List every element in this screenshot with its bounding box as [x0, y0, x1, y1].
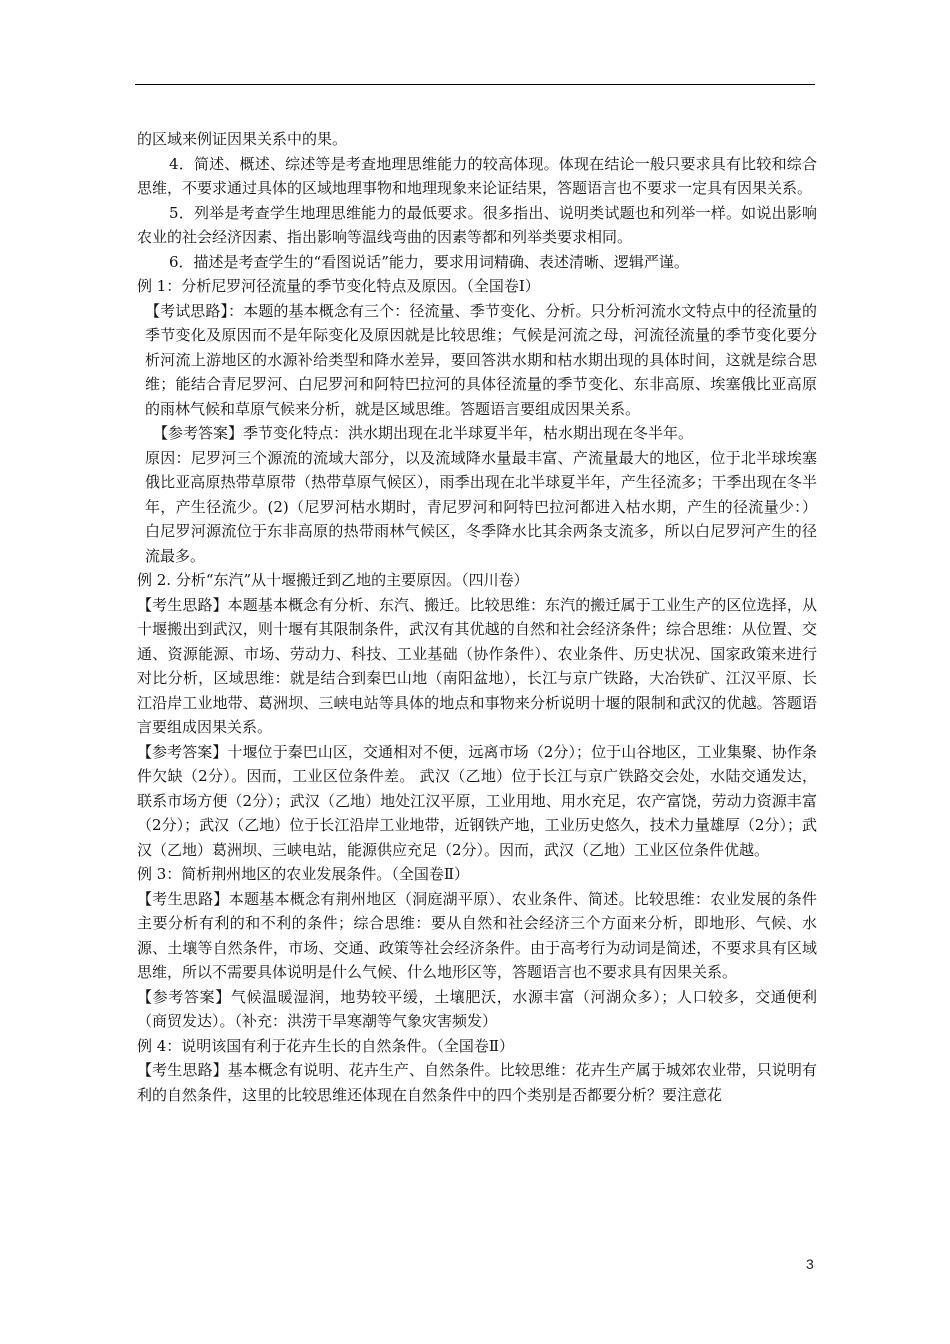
example-3-thinking: 【考生思路】本题基本概念有荆州地区（洞庭湖平原）、农业条件、简述。比较思维：农业发展的条件主要分析有利的和不利的条件；综合思维：要从自然和社会经济三个方面来分析，即地形、气候、水源、土壤等自然条件，市场、交通、政策等社会经济条件。由于高考行为动词是简述，不要求具有区域思维，所以不需要具体说明是什么气候、什么地形区等，答题语言也不要求具有因果关系。: [137, 889, 817, 981]
example-1-thinking: 【考试思路】：本题的基本概念有三个：径流量、季节变化、分析。只分析河流水文特点中的径流量的季节变化及原因而不是年际变化及原因就是比较思维；气候是河流之母，河流径流量的季节变化要分析河流上游地区的水源补给类型和降水差异，要回答洪水期和枯水期出现的具体时间，这就是综合思维；能结合青尼罗河、白尼罗河和阿特巴拉河的具体径流量的季节变化、东非高原、埃塞俄比亚高原的雨林气候和草原气候来分析，就是区域思维。答题语言要组成因果关系。: [145, 301, 817, 418]
example-3-answer: 【参考答案】气候温暖湿润，地势较平缓，土壤肥沃，水源丰富（河湖众多）；人口较多，交通便利（商贸发达）。（补充：洪涝干旱寒潮等气象灾害频发）: [137, 987, 817, 1030]
example-4-title: 例 4：说明该国有利于花卉生长的自然条件。（全国卷Ⅱ）: [137, 1036, 515, 1055]
example-2-thinking: 【考生思路】本题基本概念有分析、东汽、搬迁。比较思维：东汽的搬迁属于工业生产的区位选择，从十堰搬出到武汉，则十堰有其限制条件，武汉有其优越的自然和社会经济条件；综合思维：从位置、交通、资源能源、市场、劳动力、科技、工业基础（协作条件）、农业条件、历史状况、国家政策来进行对比分析，区域思维：就是结合到秦巴山地（南阳盆地），长江与京广铁路，大冶铁矿、江汉平原、长江沿岸工业地带、葛洲坝、三峡电站等具体的地点和事物来分析说明十堰的限制和武汉的优越。答题语言要组成因果关系。: [137, 595, 817, 736]
page-body: [137, 127, 817, 1107]
paragraph-item-6: 6．描述是考查学生的“看图说话”能力，要求用词精确、表述清晰、逻辑严谨。: [169, 252, 689, 271]
example-4-thinking: 【考生思路】基本概念有说明、花卉生产、自然条件。比较思维：花卉生产属于城郊农业带，只说明有利的自然条件，这里的比较思维还体现在自然条件中的四个类别是否都要分析？要注意花: [137, 1061, 817, 1104]
example-1-answer-reason: 原因：尼罗河三个源流的流域大部分，以及流域降水量最丰富、产流量最大的地区，位于北半球埃塞俄比亚高原热带草原带（热带草原气候区），雨季出现在北半球夏半年，产生径流多；干季出现在冬半年，产生径流少。(2)（尼罗河枯水期时，青尼罗河和阿特巴拉河都进入枯水期，产生的径流量少：）白尼罗河源流位于东非高原的热带雨林气候区，冬季降水比其余两条支流多，所以白尼罗河产生的径流最多。: [145, 448, 817, 565]
example-1-answer: 【参考答案】季节变化特点：洪水期出现在北半球夏半年，枯水期出现在冬半年。: [153, 424, 694, 442]
paragraph-continuation: 的区域来例证因果关系中的果。: [137, 130, 348, 148]
example-1-title: 例 1：分析尼罗河径流量的季节变化特点及原因。（全国卷Ⅰ）: [137, 277, 540, 295]
example-2-title: 例 2. 分析“东汽”从十堰搬迁到乙地的主要原因。（四川卷）: [137, 571, 529, 589]
example-3-title: 例 3：简析荆州地区的农业发展条件。（全国卷Ⅱ）: [137, 865, 470, 883]
header-rule: [135, 84, 815, 85]
page-number: 3: [806, 1256, 814, 1272]
paragraph-item-4: 4．简述、概述、综述等是考查地理思维能力的较高体现。体现在结论一般只要求具有比较和综合思维，不要求通过具体的区域地理事物和地理现象来论证结果，答题语言也不要求一定具有因果关系。: [137, 154, 817, 197]
paragraph-item-5: 5．列举是考查学生地理思维能力的最低要求。很多指出、说明类试题也和列举一样。如说出影响农业的社会经济因素、指出影响等温线弯曲的因素等都和列举类要求相同。: [137, 203, 817, 246]
example-2-answer: 【参考答案】十堰位于秦巴山区，交通相对不便，远离市场（2分）；位于山谷地区，工业集聚、协作条件欠缺（2分）。因而，工业区位条件差。 武汉（乙地）位于长江与京广铁路交会处，水陆交通发达，联系市场方便（2分）；武汉（乙地）地处江汉平原，工业用地、用水充足，农产富饶，劳动力资源丰富（2分）；武汉（乙地）位于长江沿岸工业地带，近钢铁产地，工业历史悠久，技术力量雄厚（2分）；武汉（乙地）葛洲坝、三峡电站，能源供应充足（2分）。因而，武汉（乙地）工业区位条件优越。: [137, 742, 817, 859]
